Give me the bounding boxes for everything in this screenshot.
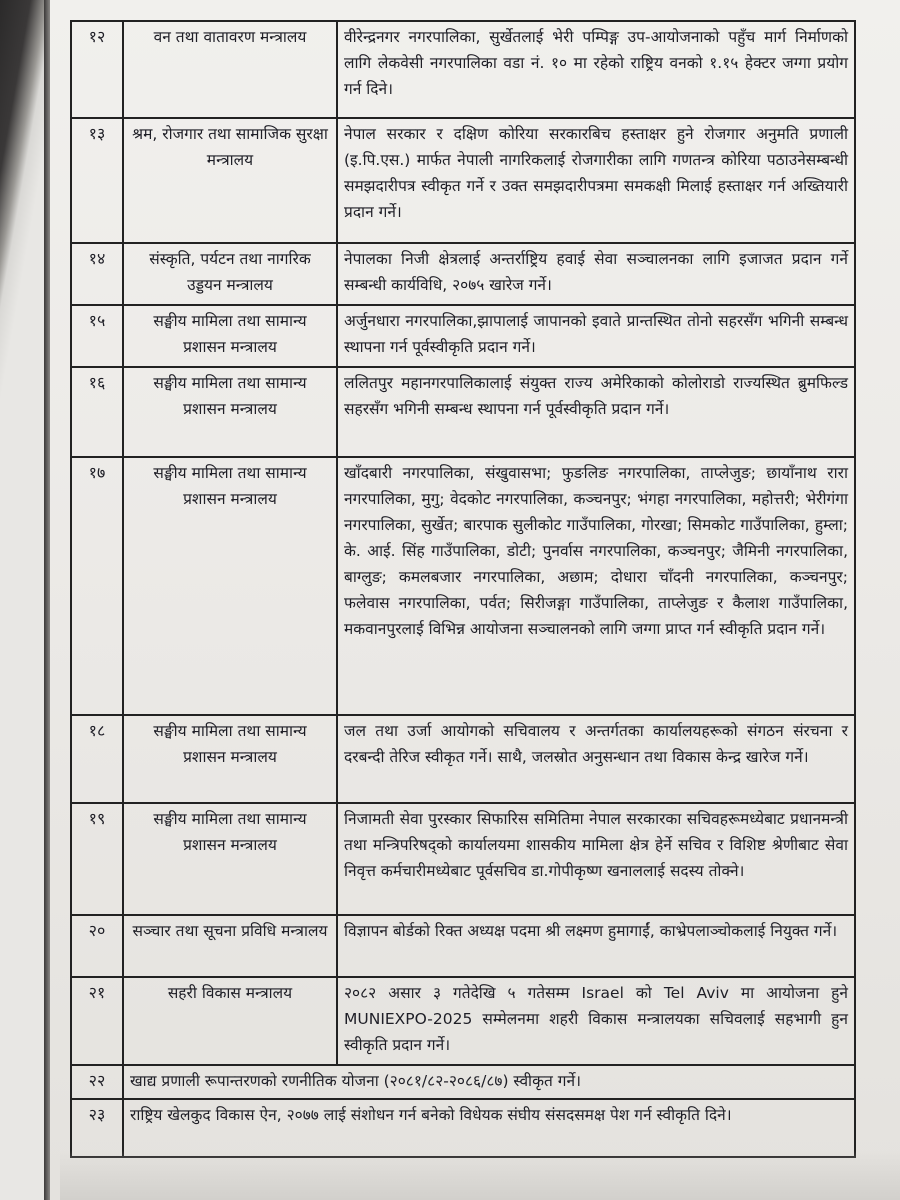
ministry-cell: सङ्घीय मामिला तथा सामान्य प्रशासन मन्त्रालय [123,457,337,715]
row-number: १९ [71,803,123,915]
row-number: १५ [71,305,123,367]
decision-cell: अर्जुनधारा नगरपालिका,झापालाई जापानको इवाते प्रान्तस्थित तोनो सहरसँग भगिनी सम्बन्ध स्थापना गर्न पूर्वस्वीकृति प्रदान गर्ने। [337,305,855,367]
table-row [71,367,855,457]
decision-cell: खाँदबारी नगरपालिका, संखुवासभा; फुङलिङ नगरपालिका, ताप्लेजुङ; छायाँनाथ रारा नगरपालिका, मुगु; वेदकोट नगरपालिका, कञ्चनपुर; भंगहा नगरपालिका, महोत्तरी; भेरीगंगा नगरपालिका, सुर्खेत; बारपाक सुलीकोट गाउँपालिका, गोरखा; सिमकोट गाउँपालिका, हुम्ला; के. आई. सिंह गाउँपालिका, डोटी; पुनर्वास नगरपालिका, कञ्चनपुर; जैमिनी नगरपालिका, बाग्लुङ; कमलबजार नगरपालिका, अछाम; दोधारा चाँदनी नगरपालिका, कञ्चनपुर; फलेवास नगरपालिका, पर्वत; सिरीजङ्गा गाउँपालिका, ताप्लेजुङ र कैलाश गाउँपालिका, मकवानपुरलाई विभिन्न आयोजना सञ्चालनको लागि जग्गा प्राप्त गर्न स्वीकृति प्रदान गर्ने। [337,457,855,715]
decision-cell: वीरेन्द्रनगर नगरपालिका, सुर्खेतलाई भेरी पम्पिङ्ग उप-आयोजनाको पहुँच मार्ग निर्माणको लागि लेकवेसी नगरपालिका वडा नं. १० मा रहेको राष्ट्रिय वनको १.१५ हेक्टर जग्गा प्रयोग गर्न दिने। [337,21,855,118]
ministry-cell: सङ्घीय मामिला तथा सामान्य प्रशासन मन्त्रालय [123,803,337,915]
decision-cell: नेपाल सरकार र दक्षिण कोरिया सरकारबिच हस्ताक्षर हुने रोजगार अनुमति प्रणाली (इ.पि.एस.) मार्फत नेपाली नागरिकलाई रोजगारीका लागि गणतन्त्र कोरिया पठाउनेसम्बन्धी समझदारीपत्र स्वीकृत गर्ने र उक्त समझदारीपत्रमा समकक्षी मिलाई हस्ताक्षर गर्न अख्तियारी प्रदान गर्ने। [337,118,855,243]
table-row [71,915,855,977]
ministry-cell: सङ्घीय मामिला तथा सामान्य प्रशासन मन्त्रालय [123,367,337,457]
row-number: २३ [71,1099,123,1157]
ministry-cell: सञ्चार तथा सूचना प्रविधि मन्त्रालय [123,915,337,977]
row-number: १८ [71,715,123,803]
decision-cell: ललितपुर महानगरपालिकालाई संयुक्त राज्य अमेरिकाको कोलोराडो राज्यस्थित ब्रुमफिल्ड सहरसँग भगिनी सम्बन्ध स्थापना गर्न पूर्वस्वीकृति प्रदान गर्ने। [337,367,855,457]
row-number: १२ [71,21,123,118]
table-row [71,305,855,367]
cabinet-decisions-table [70,20,856,1158]
row-number: १६ [71,367,123,457]
row-number: १३ [71,118,123,243]
decision-cell: निजामती सेवा पुरस्कार सिफारिस समितिमा नेपाल सरकारका सचिवहरूमध्येबाट प्रधानमन्त्री तथा मन्त्रिपरिषद्को कार्यालयमा शासकीय मामिला क्षेत्र हेर्ने सचिव र विशिष्ट श्रेणीबाट सेवा निवृत्त कर्मचारीमध्येबाट पूर्वसचिव डा.गोपीकृष्ण खनाललाई सदस्य तोक्ने। [337,803,855,915]
paper-shadow [60,1150,900,1200]
decision-cell: जल तथा उर्जा आयोगको सचिवालय र अन्तर्गतका कार्यालयहरूको संगठन संरचना र दरबन्दी तेरिज स्वीकृत गर्ने। साथै, जलस्रोत अनुसन्धान तथा विकास केन्द्र खारेज गर्ने। [337,715,855,803]
table-row [71,1065,855,1099]
ministry-cell: वन तथा वातावरण मन्त्रालय [123,21,337,118]
table-row [71,118,855,243]
row-number: २२ [71,1065,123,1099]
table-row [71,243,855,305]
ministry-cell: श्रम, रोजगार तथा सामाजिक सुरक्षा मन्त्रालय [123,118,337,243]
ministry-cell: संस्कृति, पर्यटन तथा नागरिक उड्डयन मन्त्रालय [123,243,337,305]
decision-cell: राष्ट्रिय खेलकुद विकास ऐन, २०७७ लाई संशोधन गर्न बनेको विधेयक संघीय संसदसमक्ष पेश गर्न स्वीकृति दिने। [123,1099,855,1157]
ministry-cell: सङ्घीय मामिला तथा सामान्य प्रशासन मन्त्रालय [123,715,337,803]
decision-cell: नेपालका निजी क्षेत्रलाई अन्तर्राष्ट्रिय हवाई सेवा सञ्चालनका लागि इजाजत प्रदान गर्ने सम्बन्धी कार्यविधि, २०७५ खारेज गर्ने। [337,243,855,305]
row-number: २० [71,915,123,977]
decision-cell: २०८२ असार ३ गतेदेखि ५ गतेसम्म Israel को Tel Aviv मा आयोजना हुने MUNIEXPO-2025 सम्मेलनमा शहरी विकास मन्त्रालयका सचिवलाई सहभागी हुन स्वीकृति प्रदान गर्ने। [337,977,855,1065]
row-number: २१ [71,977,123,1065]
row-number: १७ [71,457,123,715]
row-number: १४ [71,243,123,305]
table-row [71,21,855,118]
decision-cell: विज्ञापन बोर्डको रिक्त अध्यक्ष पदमा श्री लक्ष्मण हुमागाईं, काभ्रेपलाञ्चोकलाई नियुक्त गर्ने। [337,915,855,977]
table-row [71,457,855,715]
table-row [71,977,855,1065]
ministry-cell: सङ्घीय मामिला तथा सामान्य प्रशासन मन्त्रालय [123,305,337,367]
decision-cell: खाद्य प्रणाली रूपान्तरणको रणनीतिक योजना (२०८१/८२-२०८६/८७) स्वीकृत गर्ने। [123,1065,855,1099]
table-row [71,715,855,803]
table-row [71,803,855,915]
table-row [71,1099,855,1157]
ministry-cell: सहरी विकास मन्त्रालय [123,977,337,1065]
